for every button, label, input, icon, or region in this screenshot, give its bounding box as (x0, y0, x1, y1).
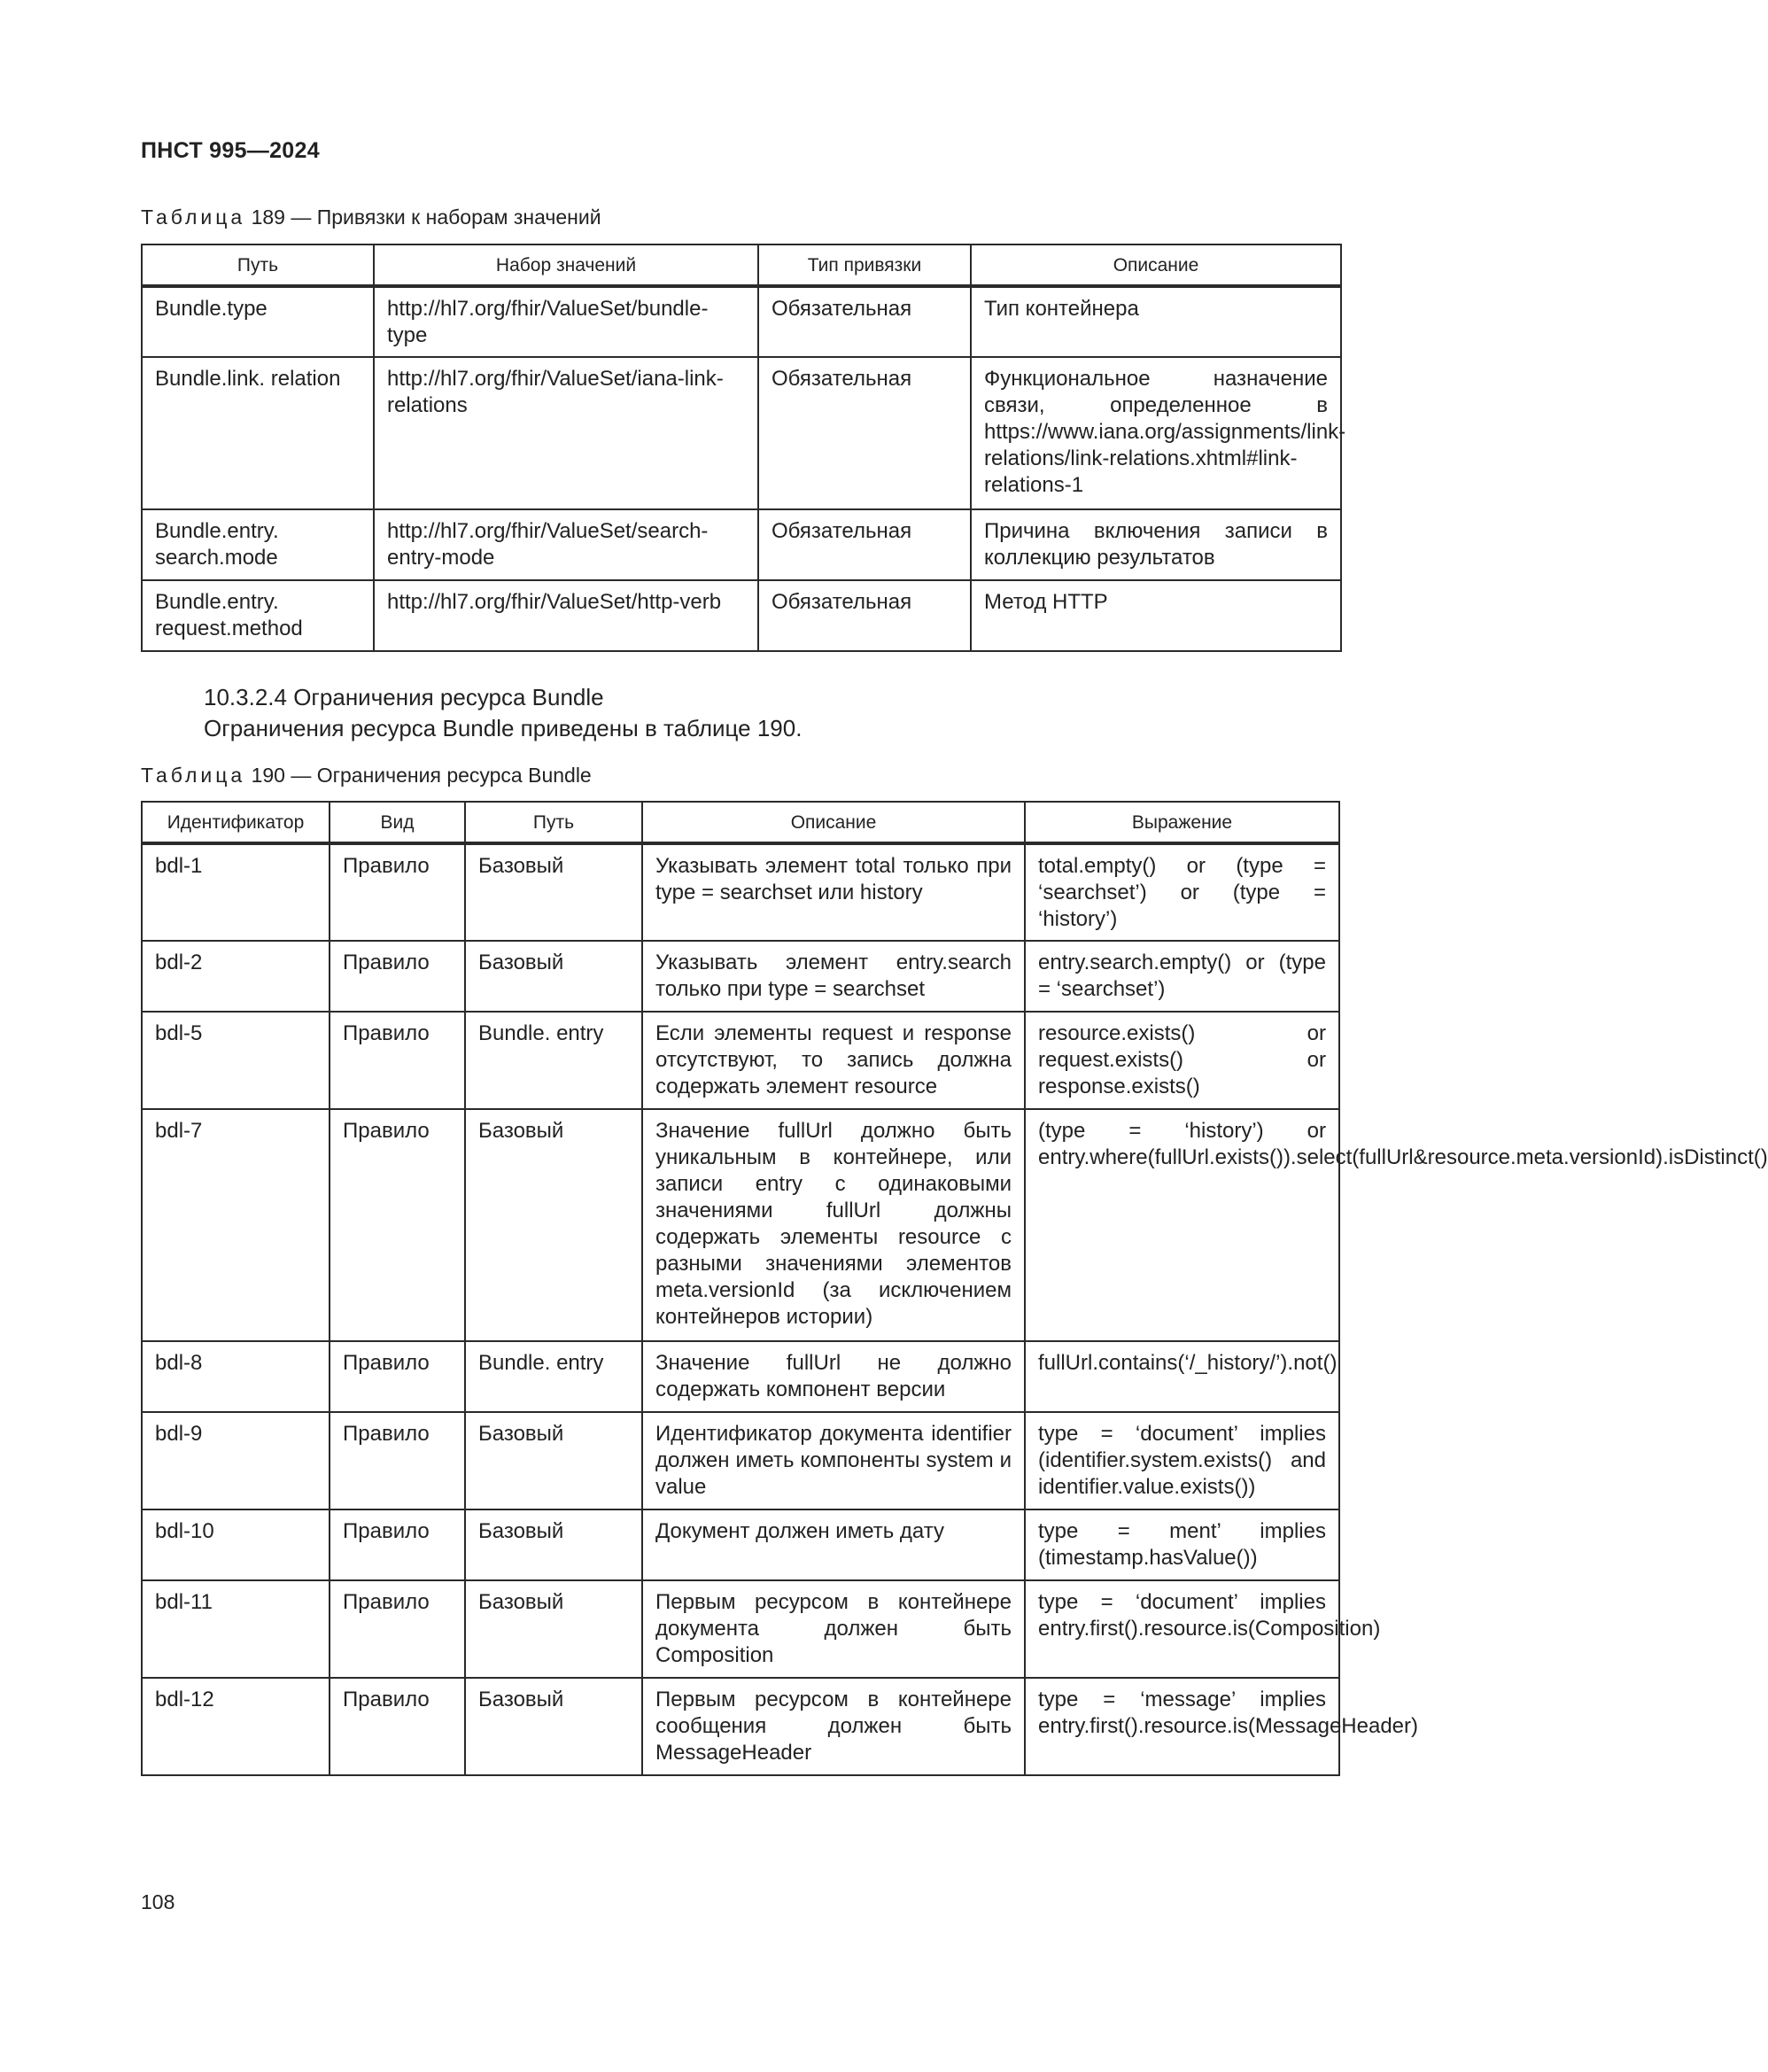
table-cell: Обязательная (758, 580, 971, 651)
table-cell: Базовый (465, 1509, 642, 1580)
caption-text: 189 — Привязки к наборам значений (251, 206, 601, 229)
table-cell: Идентификатор документа identifier должен иметь компоненты system и value (642, 1412, 1025, 1509)
table-row (142, 843, 1339, 941)
table-cell: Тип контейнера (971, 286, 1341, 357)
column-header: Набор значений (374, 244, 758, 286)
table-cell: Bundle.type (142, 286, 374, 357)
table-cell: (type = ‘history’) or entry.where(fullUrl.exists()).select(fullUrl&resource.meta.versionId).isDistinct() (1025, 1109, 1339, 1341)
table-cell: Правило (330, 941, 465, 1012)
table-cell: entry.search.empty() or (type = ‘searchset’) (1025, 941, 1339, 1012)
table-cell: Документ должен иметь дату (642, 1509, 1025, 1580)
table-cell: Базовый (465, 1109, 642, 1341)
table-cell: Метод HTTP (971, 580, 1341, 651)
table-cell: Правило (330, 1580, 465, 1678)
table-cell: Значение fullUrl не должно содержать компонент версии (642, 1341, 1025, 1412)
table-cell: Базовый (465, 1580, 642, 1678)
table-row (142, 1012, 1339, 1109)
document-code: ПНСТ 995—2024 (141, 138, 320, 163)
table-header-row (142, 244, 1341, 286)
table-row (142, 1509, 1339, 1580)
table-cell: Если элементы request и response отсутствуют, то запись должна содержать элемент resource (642, 1012, 1025, 1109)
table-cell: bdl-1 (142, 843, 330, 941)
table-cell: Правило (330, 1678, 465, 1775)
table-cell: type = ‘message’ implies entry.first().resource.is(MessageHeader) (1025, 1678, 1339, 1775)
table-cell: Обязательная (758, 286, 971, 357)
table-190-caption (141, 764, 592, 788)
table-cell: bdl-10 (142, 1509, 330, 1580)
page-number: 108 (141, 1890, 175, 1913)
column-header: Описание (642, 802, 1025, 843)
table-row (142, 1341, 1339, 1412)
table-cell: type = ‘document’ implies (identifier.system.exists() and identifier.value.exists()) (1025, 1412, 1339, 1509)
table-cell: fullUrl.contains(‘/_history/’).not() (1025, 1341, 1339, 1412)
table-row (142, 286, 1341, 357)
table-cell: bdl-8 (142, 1341, 330, 1412)
caption-prefix: Таблица (141, 206, 246, 229)
table-cell: Обязательная (758, 357, 971, 509)
table-row (142, 941, 1339, 1012)
table-cell: Bundle. entry (465, 1341, 642, 1412)
table-cell: Правило (330, 1012, 465, 1109)
table-cell: resource.exists() or request.exists() or response.exists() (1025, 1012, 1339, 1109)
table-cell: Правило (330, 843, 465, 941)
table-189 (141, 244, 1346, 652)
table-row (142, 1580, 1339, 1678)
table-row (142, 1109, 1339, 1341)
table-cell: Базовый (465, 941, 642, 1012)
table-cell: Bundle.link. relation (142, 357, 374, 509)
table-cell: bdl-11 (142, 1580, 330, 1678)
table-row (142, 1678, 1339, 1775)
table-cell: Базовый (465, 1412, 642, 1509)
table-cell: Первым ресурсом в контейнере сообщения должен быть MessageHeader (642, 1678, 1025, 1775)
table-cell: bdl-2 (142, 941, 330, 1012)
table-cell: Базовый (465, 1678, 642, 1775)
table-cell: Причина включения записи в коллекцию результатов (971, 509, 1341, 580)
table-cell: type = ment’ implies (timestamp.hasValue()) (1025, 1509, 1339, 1580)
table-cell: http://hl7.org/fhir/ValueSet/http-verb (374, 580, 758, 651)
table-cell: Bundle.entry. request.method (142, 580, 374, 651)
table-cell: Bundle. entry (465, 1012, 642, 1109)
table-cell: Bundle.entry. search.mode (142, 509, 374, 580)
table-row (142, 1412, 1339, 1509)
column-header: Вид (330, 802, 465, 843)
table-cell: http://hl7.org/fhir/ValueSet/iana-link-relations (374, 357, 758, 509)
table-cell: bdl-12 (142, 1678, 330, 1775)
table-cell: http://hl7.org/fhir/ValueSet/bundle-type (374, 286, 758, 357)
column-header: Тип привязки (758, 244, 971, 286)
table-cell: Значение fullUrl должно быть уникальным в контейнере, или записи entry с одинаковыми значениями fullUrl должны содержать элементы resource с разными значениями элементов meta.versionId (за исключением контейнеров истории) (642, 1109, 1025, 1341)
table-cell: bdl-7 (142, 1109, 330, 1341)
table-cell: Правило (330, 1412, 465, 1509)
table-cell: Базовый (465, 843, 642, 941)
table-row (142, 509, 1341, 580)
column-header: Путь (465, 802, 642, 843)
table-cell: bdl-9 (142, 1412, 330, 1509)
table-cell: bdl-5 (142, 1012, 330, 1109)
column-header: Выражение (1025, 802, 1339, 843)
caption-text: 190 — Ограничения ресурса Bundle (251, 764, 592, 787)
table-cell: http://hl7.org/fhir/ValueSet/search-entry-mode (374, 509, 758, 580)
table-189-caption (141, 206, 601, 229)
table-cell: Правило (330, 1509, 465, 1580)
table-row (142, 357, 1341, 509)
table-cell: total.empty() or (type = ‘searchset’) or (type = ‘history’) (1025, 843, 1339, 941)
table-row (142, 580, 1341, 651)
column-header: Идентификатор (142, 802, 330, 843)
caption-prefix: Таблица (141, 764, 246, 787)
table-cell: Указывать элемент total только при type = searchset или history (642, 843, 1025, 941)
table-cell: Правило (330, 1109, 465, 1341)
table-cell: Функциональное назначение связи, определенное в https://www.iana.org/assignments/link-relations/link-relations.xhtml#link-relations-1 (971, 357, 1341, 509)
table-cell: type = ‘document’ implies entry.first().resource.is(Composition) (1025, 1580, 1339, 1678)
section-paragraph: Ограничения ресурса Bundle приведены в таблице 190. (204, 715, 803, 741)
table-cell: Указывать элемент entry.search только при type = searchset (642, 941, 1025, 1012)
table-190 (141, 801, 1768, 1776)
table-header-row (142, 802, 1339, 843)
section-heading: 10.3.2.4 Ограничения ресурса Bundle (204, 684, 604, 710)
table-cell: Первым ресурсом в контейнере документа должен быть Composition (642, 1580, 1025, 1678)
table-cell: Правило (330, 1341, 465, 1412)
column-header: Путь (142, 244, 374, 286)
table-cell: Обязательная (758, 509, 971, 580)
column-header: Описание (971, 244, 1341, 286)
